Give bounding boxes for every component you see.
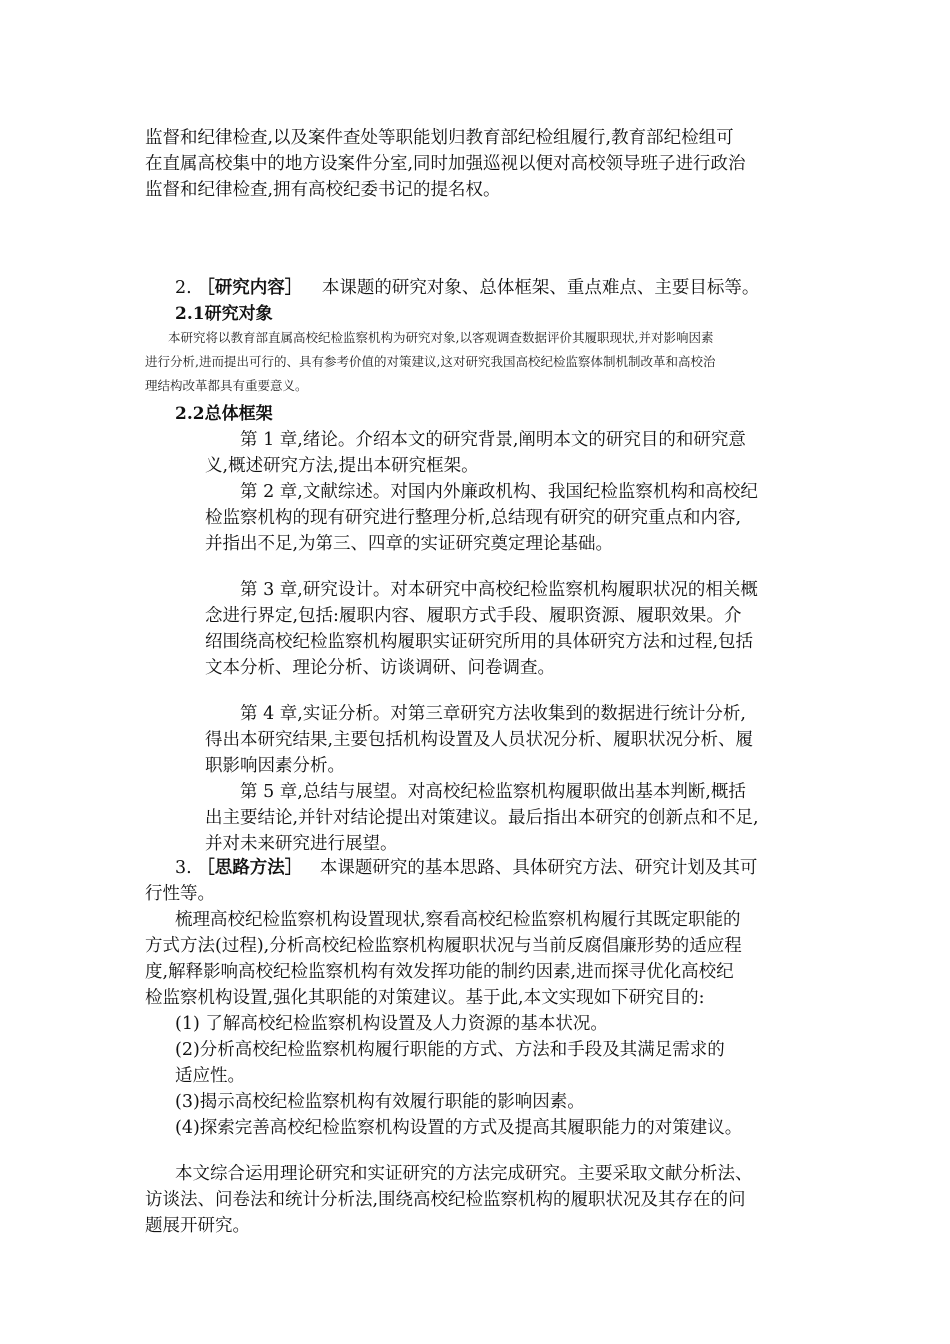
- section-3-title: ［思路方法］: [197, 858, 303, 878]
- goal-2-continued: 适应性。: [175, 1066, 245, 1086]
- section-2-desc: 本课题的研究对象、总体框架、重点难点、主要目标等。: [321, 278, 760, 298]
- methods-line-2: 访谈法、问卷法和统计分析法,围绕高校纪检监察机构的履职状况及其存在的问: [145, 1190, 746, 1210]
- intro-line-2: 在直属高校集中的地方设案件分室,同时加强巡视以便对高校领导班子进行政治: [145, 154, 746, 174]
- chapter-5-line-3: 并对未来研究进行展望。: [205, 834, 398, 854]
- chapter-3-line-2: 念进行界定,包括:履职内容、履职方式手段、履职资源、履职效果。介: [205, 606, 742, 626]
- goal-4: (4)探索完善高校纪检监察机构设置的方式及提高其履职能力的对策建议。: [175, 1118, 743, 1138]
- chapter-1-line-2: 义,概述研究方法,提出本研究框架。: [205, 456, 479, 476]
- approach-line-4: 检监察机构设置,强化其职能的对策建议。基于此,本文实现如下研究目的:: [145, 988, 705, 1008]
- section-3-heading: [175, 855, 757, 881]
- subsection-2-2-heading: 2.2总体框架: [175, 404, 273, 424]
- research-object-line-1: 本研究将以教育部直属高校纪检监察机构为研究对象,以客观调查数据评价其履职现状,并对影响因素: [168, 330, 714, 345]
- section-2-title: ［研究内容］: [197, 278, 303, 298]
- chapter-5-line-2: 出主要结论,并针对结论提出对策建议。最后指出本研究的创新点和不足,: [205, 808, 759, 828]
- chapter-3-line-3: 绍围绕高校纪检监察机构履职实证研究所用的具体研究方法和过程,包括: [205, 632, 754, 652]
- chapter-5-line-1: 第 5 章,总结与展望。对高校纪检监察机构履职做出基本判断,概括: [240, 782, 746, 802]
- research-object-line-3: 理结构改革都具有重要意义。: [145, 378, 308, 393]
- chapter-3-line-4: 文本分析、理论分析、访谈调研、问卷调查。: [205, 658, 555, 678]
- chapter-4-line-3: 职影响因素分析。: [205, 756, 345, 776]
- chapter-2-line-3: 并指出不足,为第三、四章的实证研究奠定理论基础。: [205, 534, 614, 554]
- approach-line-2: 方式方法(过程),分析高校纪检监察机构履职状况与当前反腐倡廉形势的适应程: [145, 936, 742, 956]
- chapter-2-line-2: 检监察机构的现有研究进行整理分析,总结现有研究的研究重点和内容,: [205, 508, 742, 528]
- methods-line-1: 本文综合运用理论研究和实证研究的方法完成研究。主要采取文献分析法、: [175, 1164, 753, 1184]
- chapter-2-line-1: 第 2 章,文献综述。对国内外廉政机构、我国纪检监察机构和高校纪: [240, 482, 758, 502]
- methods-line-3: 题展开研究。: [145, 1216, 250, 1236]
- section-3-desc-continued: 行性等。: [145, 884, 215, 904]
- chapter-3-line-1: 第 3 章,研究设计。对本研究中高校纪检监察机构履职状况的相关概: [240, 580, 758, 600]
- research-object-line-2: 进行分析,进而提出可行的、具有参考价值的对策建议,这对研究我国高校纪检监察体制机制改革和高校治: [145, 354, 716, 369]
- goal-1: (1) 了解高校纪检监察机构设置及人力资源的基本状况。: [175, 1014, 608, 1034]
- intro-line-3: 监督和纪律检查,拥有高校纪委书记的提名权。: [145, 180, 501, 200]
- section-2-heading: [175, 275, 759, 301]
- goal-2: (2)分析高校纪检监察机构履行职能的方式、方法和手段及其满足需求的: [175, 1040, 725, 1060]
- approach-line-3: 度,解释影响高校纪检监察机构有效发挥功能的制约因素,进而探寻优化高校纪: [145, 962, 734, 982]
- chapter-4-line-1: 第 4 章,实证分析。对第三章研究方法收集到的数据进行统计分析,: [240, 704, 746, 724]
- approach-line-1: 梳理高校纪检监察机构设置现状,察看高校纪检监察机构履行其既定职能的: [175, 910, 741, 930]
- section-3-number: 3.: [175, 858, 192, 878]
- section-2-number: 2.: [175, 278, 192, 298]
- section-3-desc: 本课题研究的基本思路、具体研究方法、研究计划及其可: [319, 858, 758, 878]
- chapter-4-line-2: 得出本研究结果,主要包括机构设置及人员状况分析、履职状况分析、履: [205, 730, 754, 750]
- chapter-1-line-1: 第 1 章,绪论。介绍本文的研究背景,阐明本文的研究目的和研究意: [240, 430, 746, 450]
- goal-3: (3)揭示高校纪检监察机构有效履行职能的影响因素。: [175, 1092, 585, 1112]
- intro-line-1: 监督和纪律检查,以及案件查处等职能划归教育部纪检组履行,教育部纪检组可: [145, 128, 734, 148]
- subsection-2-1-heading: 2.1研究对象: [175, 304, 273, 324]
